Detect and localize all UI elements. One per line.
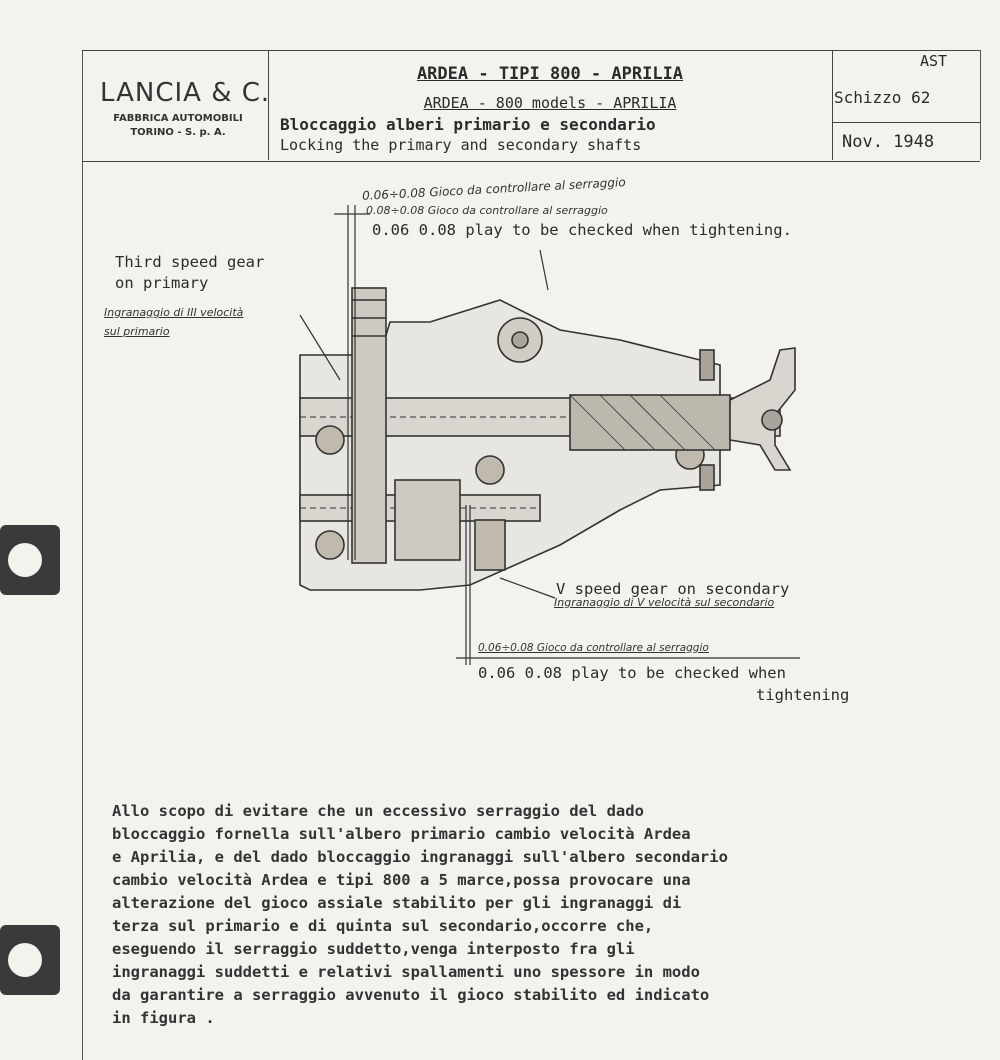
fifth-gear-label-it: Ingranaggio di V velocità sul secondario: [554, 596, 775, 609]
body-line: eseguendo il serraggio suddetto,venga interposto fra gli: [112, 940, 635, 958]
body-line: e Aprilia, e del dado bloccaggio ingranaggi sull'albero secondario: [112, 848, 728, 866]
third-gear-label-it-1: Ingranaggio di III velocità: [104, 306, 244, 319]
company-line-1: FABBRICA AUTOMOBILI: [113, 113, 243, 124]
body-line: ingranaggi suddetti e relativi spallamenti uno spessore in modo: [112, 963, 700, 981]
document-code: AST: [920, 52, 948, 70]
top-play-handwritten-2: 0.08÷0.08 Gioco da controllare al serraggio: [366, 204, 608, 217]
body-line: alterazione del gioco assiale stabilito per gli ingranaggi di: [112, 894, 682, 912]
body-line: cambio velocità Ardea e tipi 800 a 5 marce,possa provocare una: [112, 871, 691, 889]
body-paragraph: [112, 800, 982, 1030]
fifth-gear-label-en: V speed gear on secondary: [556, 580, 790, 598]
title-english: ARDEA - 800 models - APRILIA: [423, 94, 677, 112]
bottom-play-english-1: 0.06 0.08 play to be checked when: [478, 664, 786, 682]
third-gear-label-en-1: Third speed gear: [115, 253, 265, 271]
body-line: Allo scopo di evitare che un eccessivo serraggio del dado: [112, 802, 644, 820]
body-line: terza sul primario e di quinta sul secondario,occorre che,: [112, 917, 654, 935]
subtitle-english: Locking the primary and secondary shafts: [280, 136, 642, 154]
document-date: Nov. 1948: [842, 132, 935, 152]
body-line: da garantire a serraggio avvenuto il gioco stabilito ed indicato: [112, 986, 710, 1004]
title-italian: ARDEA - TIPI 800 - APRILIA: [416, 64, 684, 84]
third-gear-label-it-2: sul primario: [104, 325, 170, 338]
body-line: in figura .: [112, 1009, 215, 1027]
company-logo: LANCIA & C.: [100, 78, 271, 108]
top-play-handwritten-1: 0.06÷0.08 Gioco da controllare al serraggio: [361, 175, 626, 203]
third-gear-label-en-2: on primary: [115, 274, 209, 292]
top-play-english: 0.06 0.08 play to be checked when tightening.: [372, 221, 792, 239]
bottom-play-english-2: tightening: [756, 686, 850, 704]
body-line: bloccaggio fornella sull'albero primario cambio velocità Ardea: [112, 825, 691, 843]
sketch-number: Schizzo 62: [834, 88, 931, 107]
subtitle-italian: Bloccaggio alberi primario e secondario: [280, 115, 656, 134]
bottom-play-handwritten: 0.06÷0.08 Gioco da controllare al serraggio: [478, 642, 709, 654]
company-line-2: TORINO - S. p. A.: [130, 127, 226, 138]
